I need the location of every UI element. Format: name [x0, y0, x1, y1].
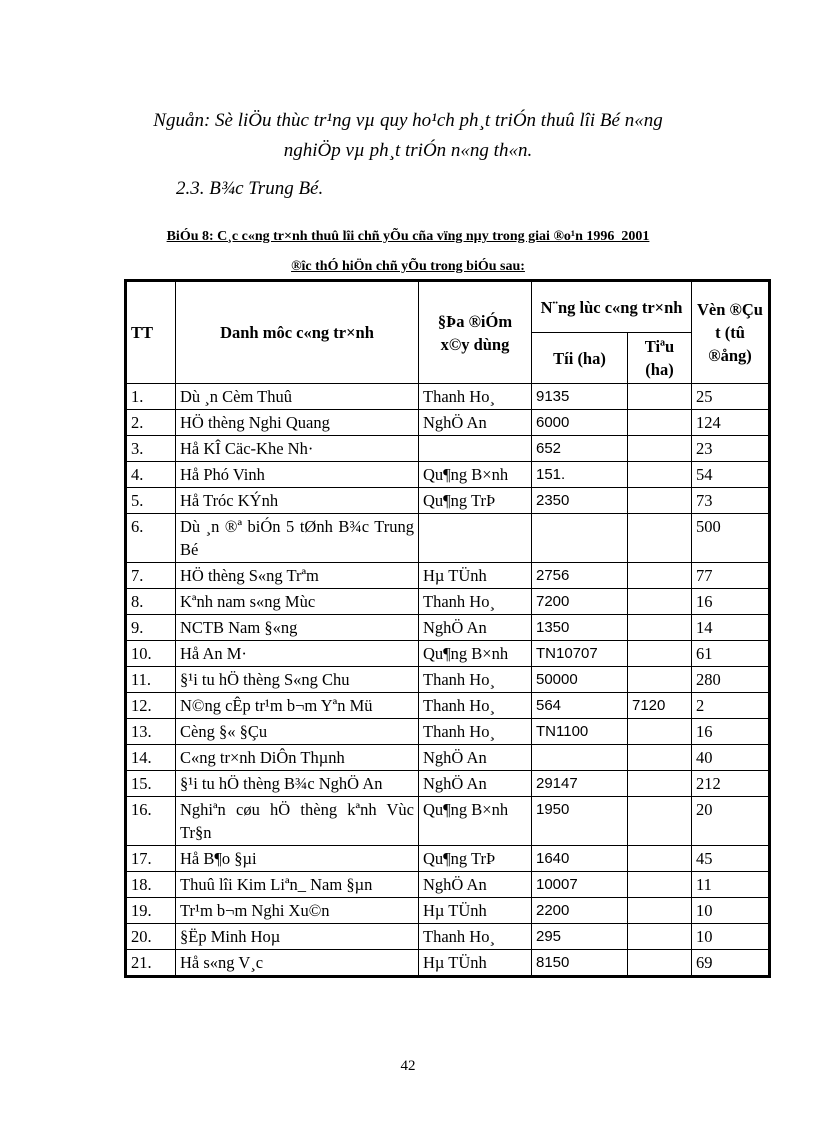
cell-irrigated: TN10707	[532, 641, 628, 667]
cell-name: HÖ thèng Nghi Quang	[176, 410, 419, 436]
cell-drained	[628, 771, 692, 797]
cell-drained	[628, 462, 692, 488]
cell-capital: 500	[692, 514, 770, 563]
cell-name: C«ng tr×nh DiÔn Thµnh	[176, 745, 419, 771]
source-note	[0, 106, 816, 166]
cell-location: NghÖ An	[419, 872, 532, 898]
header-name: Danh môc c«ng tr×nh	[176, 281, 419, 384]
cell-capital: 14	[692, 615, 770, 641]
table-row	[126, 898, 770, 924]
source-line-2: nghiÖp vµ ph¸t triÓn n«ng th«n.	[283, 140, 533, 161]
cell-capital: 77	[692, 563, 770, 589]
cell-irrigated: 10007	[532, 872, 628, 898]
cell-location: Qu¶ng B×nh	[419, 641, 532, 667]
cell-capital: 16	[692, 589, 770, 615]
cell-name: §¹i tu hÖ thèng B¾c NghÖ An	[176, 771, 419, 797]
cell-name: Hå Tróc KÝnh	[176, 488, 419, 514]
cell-drained	[628, 745, 692, 771]
cell-tt: 19.	[126, 898, 176, 924]
cell-tt: 20.	[126, 924, 176, 950]
cell-tt: 14.	[126, 745, 176, 771]
cell-tt: 12.	[126, 693, 176, 719]
cell-irrigated: 2756	[532, 563, 628, 589]
cell-drained	[628, 872, 692, 898]
cell-irrigated: 8150	[532, 950, 628, 977]
cell-capital: 124	[692, 410, 770, 436]
projects-table	[124, 279, 771, 978]
cell-location: Thanh Ho¸	[419, 667, 532, 693]
cell-name: Cèng §« §Çu	[176, 719, 419, 745]
cell-drained	[628, 719, 692, 745]
cell-location	[419, 514, 532, 563]
caption-line-1: BiÓu 8: C¸c c«ng tr×nh thuû lîi chñ yÕu cña vïng nµy trong giai ®o¹n 1996_2001	[166, 229, 650, 244]
cell-capital: 25	[692, 384, 770, 410]
cell-drained	[628, 514, 692, 563]
table-row	[126, 589, 770, 615]
table-row	[126, 950, 770, 977]
cell-name: Hå B¶o §µi	[176, 846, 419, 872]
cell-tt: 21.	[126, 950, 176, 977]
cell-tt: 15.	[126, 771, 176, 797]
page-number: 42	[400, 1058, 416, 1074]
cell-tt: 4.	[126, 462, 176, 488]
cell-irrigated	[532, 514, 628, 563]
cell-drained	[628, 846, 692, 872]
header-location: §Þa ®iÓm x©y dùng	[419, 281, 532, 384]
cell-capital: 40	[692, 745, 770, 771]
cell-capital: 73	[692, 488, 770, 514]
cell-irrigated: 2350	[532, 488, 628, 514]
cell-name: §¹i tu hÖ thèng S«ng Chu	[176, 667, 419, 693]
cell-name: Dù ¸n ®ª biÓn 5 tØnh B¾c Trung Bé	[176, 514, 419, 563]
cell-tt: 9.	[126, 615, 176, 641]
cell-capital: 280	[692, 667, 770, 693]
table-caption	[0, 222, 816, 282]
cell-location: Hµ TÜnh	[419, 950, 532, 977]
table-row	[126, 846, 770, 872]
cell-name: Hå s«ng V¸c	[176, 950, 419, 977]
cell-location: Thanh Ho¸	[419, 693, 532, 719]
section-heading: 2.3. B¾c Trung Bé.	[176, 178, 324, 199]
cell-capital: 10	[692, 924, 770, 950]
cell-irrigated: 7200	[532, 589, 628, 615]
cell-irrigated: 652	[532, 436, 628, 462]
table-row	[126, 667, 770, 693]
cell-location: NghÖ An	[419, 745, 532, 771]
cell-location: Qu¶ng TrÞ	[419, 846, 532, 872]
table-row	[126, 462, 770, 488]
table-row	[126, 615, 770, 641]
cell-capital: 69	[692, 950, 770, 977]
header-capacity: N¨ng lùc c«ng tr×nh	[532, 281, 692, 333]
source-line-1: Nguån: Sè liÖu thùc tr¹ng vµ quy ho¹ch ph¸t triÓn thuû lîi Bé n«ng	[153, 110, 663, 131]
cell-drained	[628, 950, 692, 977]
cell-location: NghÖ An	[419, 615, 532, 641]
cell-capital: 16	[692, 719, 770, 745]
cell-irrigated: 295	[532, 924, 628, 950]
table-row	[126, 719, 770, 745]
cell-irrigated: 6000	[532, 410, 628, 436]
cell-location: Qu¶ng B×nh	[419, 797, 532, 846]
header-irrigated: Tíi (ha)	[532, 333, 628, 384]
cell-name: NCTB Nam §«ng	[176, 615, 419, 641]
caption-line-2: ®îc thÓ hiÖn chñ yÕu trong biÓu sau:	[291, 259, 525, 274]
cell-irrigated: TN1100	[532, 719, 628, 745]
cell-tt: 13.	[126, 719, 176, 745]
cell-drained	[628, 410, 692, 436]
cell-tt: 10.	[126, 641, 176, 667]
cell-name: Hå KÎ Cäc-Khe Nh·	[176, 436, 419, 462]
table-row	[126, 563, 770, 589]
cell-drained	[628, 667, 692, 693]
cell-irrigated: 1350	[532, 615, 628, 641]
table-row	[126, 410, 770, 436]
cell-location: Qu¶ng B×nh	[419, 462, 532, 488]
cell-irrigated: 564	[532, 693, 628, 719]
cell-location: Qu¶ng TrÞ	[419, 488, 532, 514]
header-capital: Vèn ®Çu t (tû ®ång)	[692, 281, 770, 384]
table-row	[126, 514, 770, 563]
cell-location: NghÖ An	[419, 771, 532, 797]
cell-capital: 54	[692, 462, 770, 488]
cell-capital: 2	[692, 693, 770, 719]
cell-name: §Ëp Minh Hoµ	[176, 924, 419, 950]
cell-tt: 3.	[126, 436, 176, 462]
cell-irrigated: 1640	[532, 846, 628, 872]
cell-drained	[628, 924, 692, 950]
cell-drained	[628, 589, 692, 615]
cell-tt: 11.	[126, 667, 176, 693]
cell-irrigated: 29147	[532, 771, 628, 797]
cell-irrigated: 50000	[532, 667, 628, 693]
cell-name: Nghiªn cøu hÖ thèng kªnh Vùc Tr§n	[176, 797, 419, 846]
projects-table-wrapper	[124, 279, 768, 978]
cell-drained	[628, 615, 692, 641]
header-drained: Tiªu (ha)	[628, 333, 692, 384]
table-body	[126, 384, 770, 977]
cell-capital: 10	[692, 898, 770, 924]
cell-drained	[628, 488, 692, 514]
cell-tt: 5.	[126, 488, 176, 514]
cell-irrigated: 151.	[532, 462, 628, 488]
cell-name: HÖ thèng S«ng Trªm	[176, 563, 419, 589]
cell-name: N©ng cÊp tr¹m b¬m Yªn Mü	[176, 693, 419, 719]
cell-capital: 23	[692, 436, 770, 462]
cell-name: Kªnh nam s«ng Mùc	[176, 589, 419, 615]
table-row	[126, 641, 770, 667]
cell-name: Hå Phó Vinh	[176, 462, 419, 488]
cell-capital: 212	[692, 771, 770, 797]
cell-name: Hå An M·	[176, 641, 419, 667]
table-row	[126, 924, 770, 950]
table-row	[126, 436, 770, 462]
cell-location	[419, 436, 532, 462]
table-row	[126, 797, 770, 846]
table-row	[126, 384, 770, 410]
cell-capital: 61	[692, 641, 770, 667]
cell-drained: 7120	[628, 693, 692, 719]
cell-location: Hµ TÜnh	[419, 898, 532, 924]
table-row	[126, 872, 770, 898]
cell-location: Thanh Ho¸	[419, 719, 532, 745]
cell-drained	[628, 384, 692, 410]
cell-tt: 1.	[126, 384, 176, 410]
cell-name: Tr¹m b¬m Nghi Xu©n	[176, 898, 419, 924]
cell-drained	[628, 563, 692, 589]
table-row	[126, 771, 770, 797]
cell-tt: 16.	[126, 797, 176, 846]
cell-capital: 11	[692, 872, 770, 898]
cell-irrigated: 1950	[532, 797, 628, 846]
cell-location: Thanh Ho¸	[419, 589, 532, 615]
cell-location: NghÖ An	[419, 410, 532, 436]
cell-location: Thanh Ho¸	[419, 924, 532, 950]
cell-tt: 8.	[126, 589, 176, 615]
cell-tt: 17.	[126, 846, 176, 872]
cell-location: Thanh Ho¸	[419, 384, 532, 410]
cell-drained	[628, 641, 692, 667]
cell-tt: 7.	[126, 563, 176, 589]
cell-tt: 6.	[126, 514, 176, 563]
cell-tt: 2.	[126, 410, 176, 436]
cell-drained	[628, 898, 692, 924]
cell-irrigated	[532, 745, 628, 771]
cell-drained	[628, 436, 692, 462]
cell-capital: 20	[692, 797, 770, 846]
cell-tt: 18.	[126, 872, 176, 898]
table-row	[126, 745, 770, 771]
cell-irrigated: 2200	[532, 898, 628, 924]
table-row	[126, 693, 770, 719]
cell-name: Thuû lîi Kim Liªn_ Nam §µn	[176, 872, 419, 898]
cell-irrigated: 9135	[532, 384, 628, 410]
cell-name: Dù ¸n Cèm Thuû	[176, 384, 419, 410]
cell-location: Hµ TÜnh	[419, 563, 532, 589]
cell-drained	[628, 797, 692, 846]
table-row	[126, 488, 770, 514]
cell-capital: 45	[692, 846, 770, 872]
header-tt: TT	[126, 281, 176, 384]
